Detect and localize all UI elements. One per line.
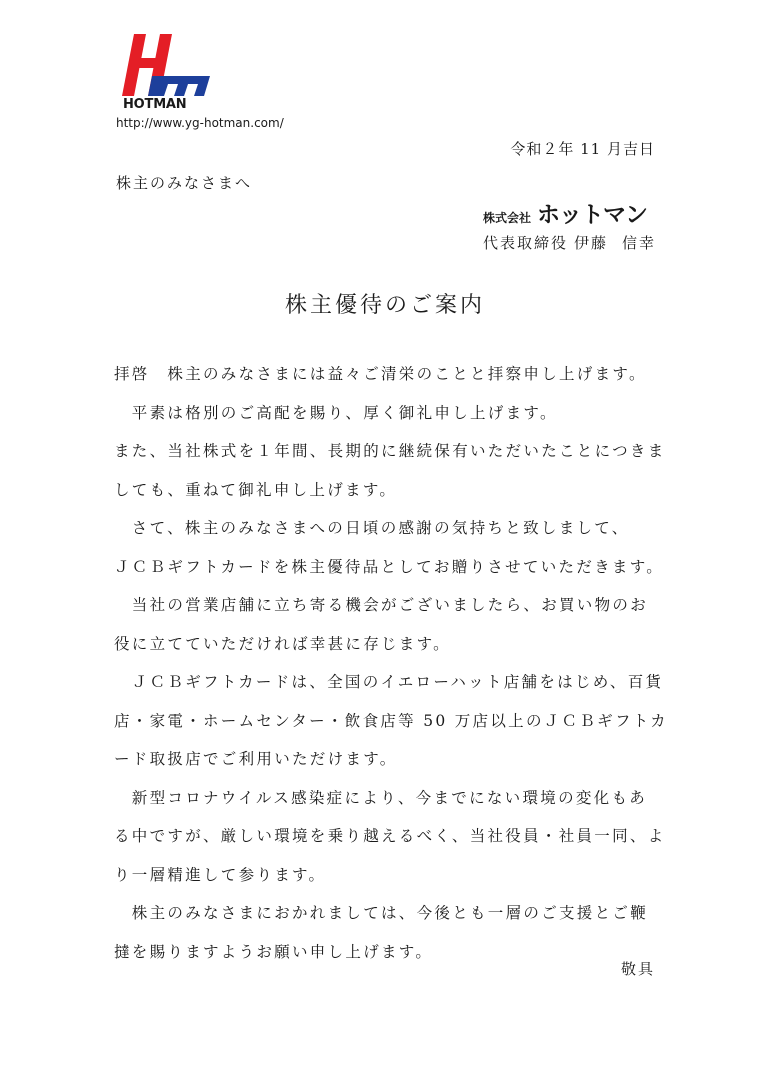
recipient: 株主のみなさまへ bbox=[116, 174, 253, 192]
representative-given-name: 信幸 bbox=[621, 234, 656, 252]
body-line: 当社の営業店舗に立ち寄る機会がございましたら、お買い物のお bbox=[114, 596, 649, 614]
body-line: り一層精進して参ります。 bbox=[114, 865, 327, 884]
logo-wordmark: HOTMAN bbox=[123, 97, 187, 112]
website-url[interactable]: http://www.yg-hotman.com/ bbox=[116, 116, 284, 130]
body-line: しても、重ねて御礼申し上げます。 bbox=[114, 480, 398, 499]
representative bbox=[477, 232, 656, 253]
document-date: 令和２年 11 月吉日 bbox=[510, 140, 655, 158]
representative-surname: 伊藤 bbox=[573, 234, 608, 252]
body-line: 店・家電・ホームセンター・飲食店等 50 万店以上のＪＣＢギフトカ bbox=[114, 711, 668, 730]
body-line: 撻を賜りますようお願い申し上げます。 bbox=[114, 942, 434, 961]
body-line: る中ですが、厳しい環境を乗り越えるべく、当社役員・社員一同、よ bbox=[114, 827, 666, 845]
body-line: ＪＣＢギフトカードを株主優待品としてお贈りさせていただきます。 bbox=[114, 557, 665, 576]
body-line: 拝啓 株主のみなさまには益々ご清栄のことと拝察申し上げます。 bbox=[114, 365, 647, 383]
body-line: ード取扱店でご利用いただけます。 bbox=[114, 750, 398, 768]
document-title: 株主優待のご案内 bbox=[284, 293, 485, 318]
body-line: 新型コロナウイルス感染症により、今までにない環境の変化もあ bbox=[114, 788, 648, 807]
body-line: また、当社株式を１年間、長期的に継続保有いただいたことにつきま bbox=[114, 442, 666, 460]
body-line: ＪＣＢギフトカードは、全国のイエローハット店舗をはじめ、百貨 bbox=[114, 673, 664, 691]
company-name: ホットマン bbox=[537, 202, 647, 228]
closing-salutation: 敬具 bbox=[620, 960, 655, 978]
company-signature bbox=[483, 196, 647, 229]
body-line: 株主のみなさまにおかれましては、今後とも一層のご支援とご鞭 bbox=[114, 904, 649, 922]
company-prefix: 株式会社 bbox=[482, 211, 531, 225]
representative-title: 代表取締役 bbox=[482, 234, 568, 252]
letter-body bbox=[114, 362, 674, 978]
body-line: 役に立てていただければ幸甚に存じます。 bbox=[114, 634, 451, 653]
body-line: さて、株主のみなさまへの日頃の感謝の気持ちと致しまして、 bbox=[114, 519, 630, 537]
body-line: 平素は格別のご高配を賜り、厚く御礼申し上げます。 bbox=[114, 403, 558, 422]
